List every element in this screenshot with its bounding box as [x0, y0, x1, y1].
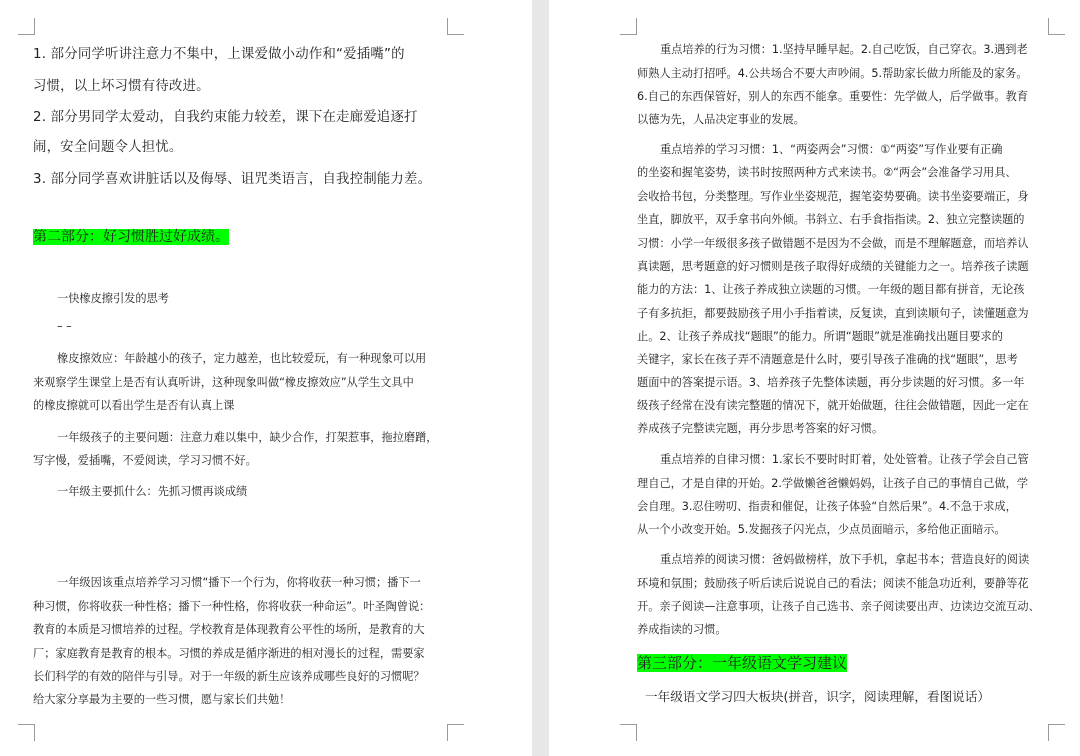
chinese-modules: 一年级语文学习四大板块(拼音，识字，阅读理解，看图说话） [645, 689, 990, 704]
page-corner-mark [620, 18, 637, 35]
eraser-paragraph-cont: 来观察学生课堂上是否有认真听讲，这种现象叫做“橡皮擦效应”从学生文具中 [33, 376, 414, 389]
grade1-focus: 一年级主要抓什么：先抓习惯再谈成绩 [57, 485, 248, 498]
study-habits-cont: 关键字，家长在孩子弄不清题意是什么时，要引导孩子准确的找“题眼”，思考 [637, 353, 1018, 366]
study-habits-cont: 子有多抗拒，都要鼓励孩子用小手指着读，反复读，直到读顺句子，读懂题意为 [637, 307, 1029, 320]
behavior-habits-cont: 以德为先，人品决定事业的发展。 [637, 113, 805, 126]
page-corner-mark [447, 724, 464, 741]
problem-item-3: 3. 部分同学喜欢讲脏话以及侮辱、诅咒类语言，自我控制能力差。 [33, 172, 432, 187]
eraser-paragraph-cont: 的橡皮擦就可以看出学生是否有认真上课 [33, 399, 235, 412]
document-page-right [549, 0, 1080, 756]
study-habits: 重点培养的学习习惯：1、“两姿两会”习惯：①“两姿”写作业要有正确 [660, 143, 1003, 156]
dash-separator: – – [57, 320, 72, 333]
habit-paragraph-cont: 种习惯，你将收获一种性格；播下一种性格，你将收获一种命运”。叶圣陶曾说： [33, 600, 431, 613]
problem-item-1-cont: 习惯，以上坏习惯有待改进。 [33, 79, 210, 94]
reading-habits-cont: 开。亲子阅读—注意事项，让孩子自己选书、亲子阅读要出声、边读边交流互动、 [637, 600, 1040, 613]
habit-paragraph-cont: 给大家分享最为主要的一些习惯，愿与家长们共勉！ [33, 693, 291, 706]
page-corner-mark [1048, 724, 1065, 741]
problem-item-2: 2. 部分男同学太爱动，自我约束能力较差，课下在走廊爱追逐打 [33, 110, 418, 125]
reading-habits-cont: 环境和氛围；鼓励孩子听后读后说说自己的看法；阅读不能急功近利，要静等花 [637, 577, 1029, 590]
study-habits-cont: 级孩子经常在没有读完整题的情况下，就开始做题，往往会做错题，因此一定在 [637, 399, 1029, 412]
study-habits-cont: 的坐姿和握笔姿势，读书时按照两种方式来读书。②“两会”会准备学习用具、 [637, 166, 1017, 179]
habit-paragraph-cont: 教育的本质是习惯培养的过程。学校教育是体现教育公平性的场所，是教育的大 [33, 623, 425, 636]
problem-item-2-cont: 闹，安全问题令人担忧。 [33, 140, 183, 155]
study-habits-cont: 会收拾书包，分类整理。写作业坐姿规范，握笔姿势要确。读书坐姿要端正，身 [637, 190, 1029, 203]
section-3-heading [637, 652, 847, 673]
page-corner-mark [1048, 18, 1065, 35]
reading-habits: 重点培养的阅读习惯：爸妈做榜样，放下手机，拿起书本；营造良好的阅读 [660, 553, 1030, 566]
study-habits-cont: 能力的方法：1、让孩子养成独立读题的习惯。一年级的题目都有拼音，无论孩 [637, 283, 1025, 296]
study-habits-cont: 习惯：小学一年级很多孩子做错题不是因为不会做，而是不理解题意，而培养认 [637, 237, 1029, 250]
page-corner-mark [620, 724, 637, 741]
section-2-heading [33, 226, 229, 246]
page-corner-mark [18, 724, 35, 741]
behavior-habits-cont: 师熟人主动打招呼。4.公共场合不要大声吵闹。5.帮助家长做力所能及的家务。 [637, 67, 1028, 80]
habit-paragraph: 一年级因该重点培养学习习惯“播下一个行为，你将收获一种习惯；播下一 [57, 576, 421, 589]
eraser-title: 一快橡皮擦引发的思考 [57, 292, 169, 305]
section-2-heading-text: 第二部分：好习惯胜过好成绩。 [33, 229, 229, 245]
grade1-problems-cont: 写字慢，爱插嘴，不爱阅读，学习习惯不好。 [33, 454, 257, 467]
grade1-problems: 一年级孩子的主要问题：注意力难以集中，缺少合作，打架惹事，拖拉磨蹭， [57, 431, 438, 444]
problem-item-1: 1. 部分同学听讲注意力不集中，上课爱做小动作和“爱插嘴”的 [33, 47, 405, 62]
study-habits-cont: 真读题，思考题意的好习惯则是孩子取得好成绩的关键能力之一。培养孩子读题 [637, 260, 1029, 273]
habit-paragraph-cont: 长们科学的有效的陪伴与引导。对于一年级的新生应该养成哪些良好的习惯呢？ [33, 670, 425, 683]
study-habits-cont: 养成孩子完整读完题，再分步思考答案的好习惯。 [637, 422, 884, 435]
study-habits-cont: 止。2、让孩子养成找“题眼”的能力。所谓“题眼”就是准确找出题目要求的 [637, 330, 1003, 343]
self-discipline-habits-cont: 从一个小改变开始。5.发掘孩子闪光点，少点员面暗示，多给他正面暗示。 [637, 523, 1006, 536]
self-discipline-habits: 重点培养的自律习惯：1.家长不要时时盯着，处处管着。让孩子学会自己管 [660, 453, 1029, 466]
page-corner-mark [447, 18, 464, 35]
document-page-left [0, 0, 532, 756]
behavior-habits: 重点培养的行为习惯：1.坚持早睡早起。2.自己吃饭，自己穿衣。3.遇到老 [660, 43, 1028, 56]
habit-paragraph-cont: 厂；家庭教育是教育的根本。习惯的养成是循序渐进的相对漫长的过程，需要家 [33, 647, 425, 660]
self-discipline-habits-cont: 会自理。3.忍住唠叨、指责和催促，让孩子体验“自然后果”。4.不急于求成， [637, 500, 1017, 513]
behavior-habits-cont: 6.自己的东西保管好，别人的东西不能拿。重要性：先学做人，后学做事。教育 [637, 90, 1029, 103]
page-corner-mark [18, 18, 35, 35]
study-habits-cont: 坐直，脚放平，双手拿书向外倾。书斜立、右手食指指读。2、独立完整读题的 [637, 213, 1025, 226]
reading-habits-cont: 养成指读的习惯。 [637, 623, 727, 636]
study-habits-cont: 题面中的答案提示语。3、培养孩子先整体读题，再分步读题的好习惯。多一年 [637, 376, 1025, 389]
self-discipline-habits-cont: 理自己，才是自律的开始。2.学做懒爸爸懒妈妈，让孩子自己的事情自己做，学 [637, 477, 1029, 490]
section-3-heading-text: 第三部分：一年级语文学习建议 [637, 654, 848, 672]
eraser-paragraph: 橡皮擦效应：年龄越小的孩子，定力越差，也比较爱玩，有一种现象可以用 [57, 352, 427, 365]
